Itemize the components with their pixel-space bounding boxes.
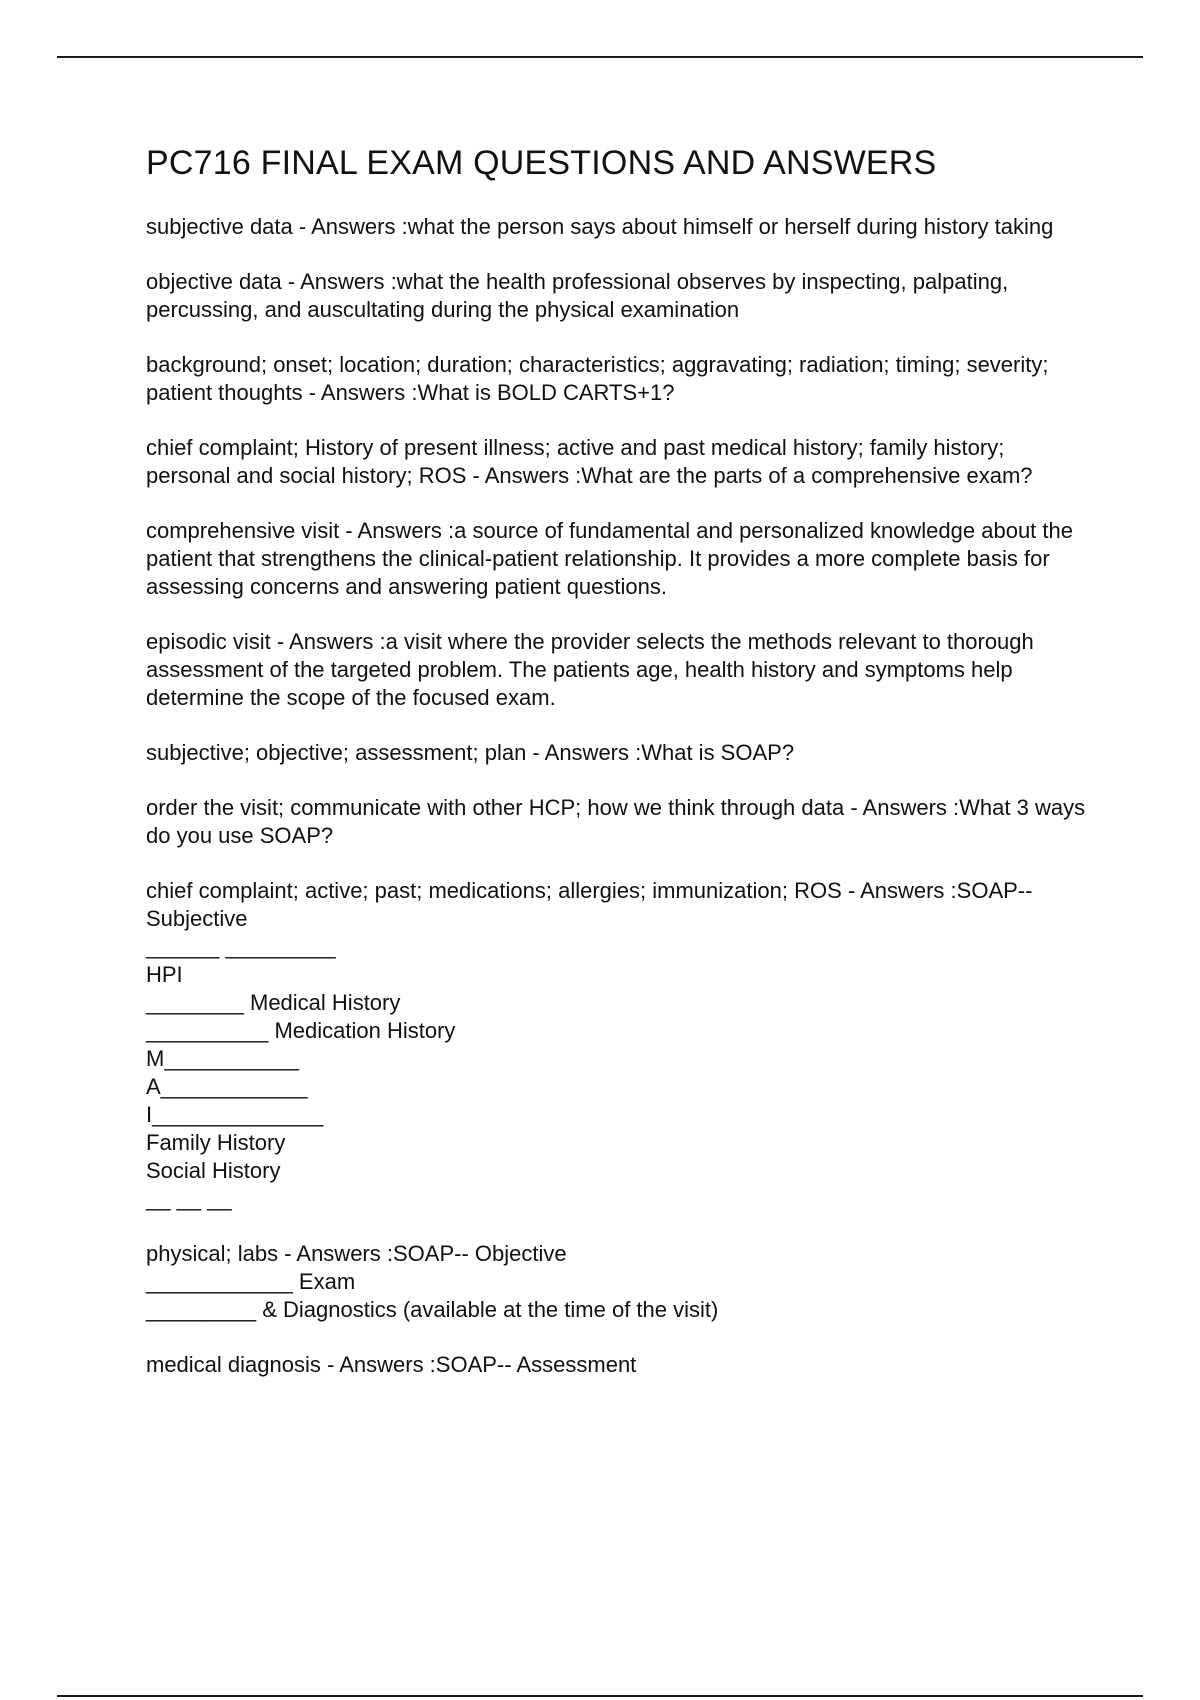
- qa-item: subjective data - Answers :what the person says about himself or herself during history taking: [146, 214, 1054, 239]
- qa-item: physical; labs - Answers :SOAP-- Objective: [146, 1241, 567, 1266]
- qa-item: objective data - Answers :what the health professional observes by inspecting, palpating, percussing, and auscultating during the physical examination: [146, 269, 1009, 322]
- blank-line: _________ & Diagnostics (available at the time of the visit): [146, 1297, 719, 1322]
- bottom-rule: [57, 1695, 1143, 1697]
- qa-item: chief complaint; active; past; medications; allergies; immunization; ROS - Answers :SOAP-- Subjective: [146, 878, 1033, 931]
- blank-line: ______ _________: [146, 934, 336, 959]
- qa-item: medical diagnosis - Answers :SOAP-- Assessment: [146, 1352, 637, 1377]
- blank-line: ________ Medical History: [146, 990, 401, 1015]
- blank-line: A____________: [146, 1074, 308, 1099]
- qa-item: comprehensive visit - Answers :a source of fundamental and personalized knowledge about the patient that strengthens the clinical-patient relationship. It provides a more complete basis for assessing concerns and answering patient questions.: [146, 518, 1073, 599]
- qa-item: background; onset; location; duration; characteristics; aggravating; radiation; timing; severity; patient thoughts - Answers :What is BOLD CARTS+1?: [146, 352, 1049, 405]
- qa-item: order the visit; communicate with other HCP; how we think through data - Answers :What 3 ways do you use SOAP?: [146, 795, 1086, 848]
- blank-line: Family History: [146, 1130, 286, 1155]
- blank-line: I______________: [146, 1102, 324, 1127]
- document-body: [146, 143, 1086, 1406]
- blank-line: __________ Medication History: [146, 1018, 456, 1043]
- subjective-blanks: [146, 933, 1086, 1213]
- page-title: PC716 FINAL EXAM QUESTIONS AND ANSWERS: [146, 144, 937, 182]
- qa-item: chief complaint; History of present illness; active and past medical history; family history; personal and social history; ROS - Answers :What are the parts of a comprehensive exam?: [146, 435, 1033, 488]
- blank-line: __ __ __: [146, 1186, 232, 1211]
- blank-line: Social History: [146, 1158, 281, 1183]
- blank-line: ____________ Exam: [146, 1269, 356, 1294]
- blank-line: HPI: [146, 962, 183, 987]
- top-rule: [57, 56, 1143, 58]
- spacer: [146, 1213, 1086, 1240]
- blank-line: M___________: [146, 1046, 299, 1071]
- qa-item: episodic visit - Answers :a visit where the provider selects the methods relevant to thorough assessment of the targeted problem. The patients age, health history and symptoms help determine the scope of the focused exam.: [146, 629, 1034, 710]
- spacer: [146, 1324, 1086, 1351]
- qa-item: subjective; objective; assessment; plan - Answers :What is SOAP?: [146, 740, 795, 765]
